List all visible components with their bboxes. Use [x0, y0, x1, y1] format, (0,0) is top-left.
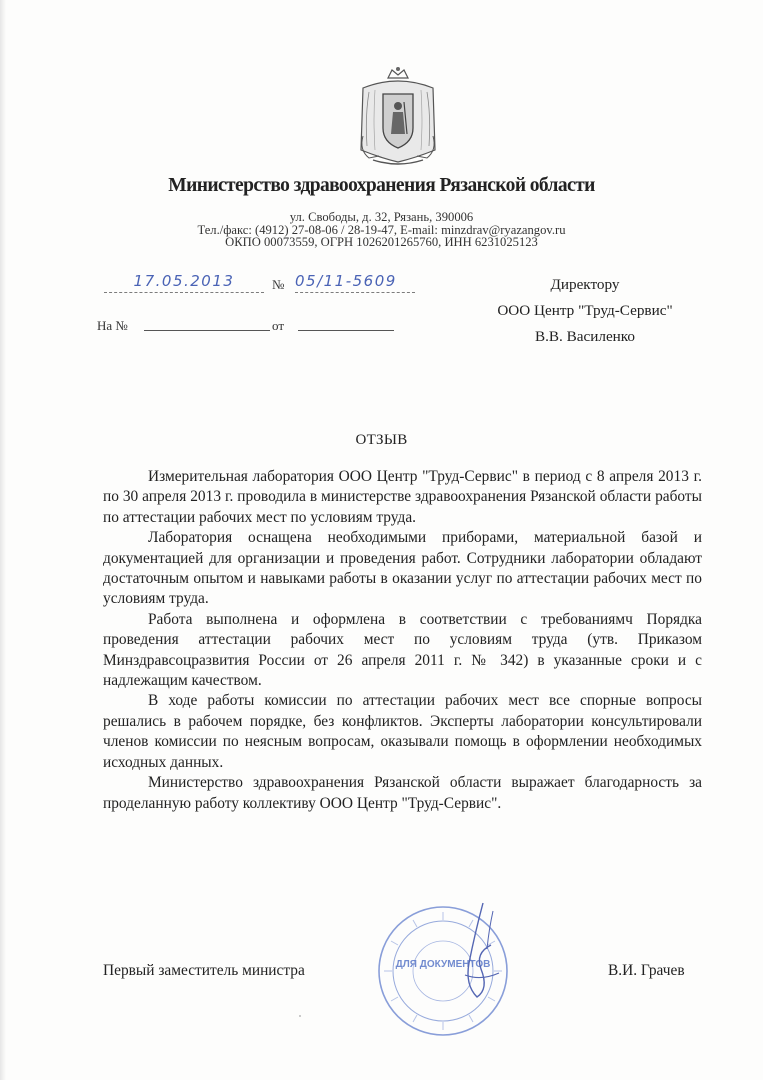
in-reply-blank-line	[144, 330, 270, 331]
addressee-position: Директору	[550, 276, 620, 293]
paragraph: Лаборатория оснащена необходимыми приборами, материальной базой и документацией для организации и проведения работ. Сотрудники лаборатории обладают достаточным опытом и навыками работы в оказании услуг по аттестации рабочих мест по условиям труда.	[103, 529, 702, 608]
signer-role: Первый заместитель министра	[103, 962, 305, 979]
address-line: ул. Свободы, д. 32, Рязань, 390006	[289, 210, 474, 224]
paragraph: Министерство здравоохранения Рязанской области выражает благодарность за проделанную работу коллективу ООО Центр "Труд-Сервис".	[103, 774, 702, 812]
in-reply-label: На №	[97, 318, 128, 333]
registration-date: 17.05.2013	[104, 272, 264, 293]
signer-name: В.И. Грачев	[608, 962, 685, 979]
stamp-center-text	[396, 959, 491, 970]
scan-speck	[299, 1015, 301, 1017]
registration-number: 05/11-5609	[295, 272, 415, 293]
paragraph: Измерительная лаборатория ООО Центр "Труд-Сервис" в период с 8 апреля 2013 г. по 30 апреля 2013 г. проводила в министерстве здравоохранения Рязанской области работы по аттестации рабочих мест по условиям труда.	[103, 468, 702, 526]
from-date-blank-line	[298, 330, 394, 331]
official-stamp-icon	[365, 893, 535, 1043]
document-title: ОТЗЫВ	[355, 432, 408, 448]
letter-body	[103, 467, 702, 814]
phone-email-line: Тел./факс: (4912) 27-08-06 / 28-19-47, E-mail: minzdrav@ryazangov.ru	[197, 222, 566, 237]
scan-edge-shadow	[0, 0, 6, 1080]
paragraph: Работа выполнена и оформлена в соответствии с требованиямч Порядка проведения аттестации рабочих мест по условиям труда (утв. Приказом Минздравсоцразвития России от 26 апреля 2011 г. № 342) в указанные сроки и с надлежащим качеством.	[103, 610, 702, 690]
registration-number-label: №	[272, 277, 285, 292]
letterhead-contacts	[0, 211, 763, 249]
addressee-block	[460, 272, 710, 350]
from-date-label: от	[272, 318, 285, 333]
paragraph: В ходе работы комиссии по аттестации рабочих мест все спорные вопросы решались в рабочем порядке, без конфликтов. Эксперты лаборатории консультировали членов комиссии по неясным вопросам, оказывали помощь в оформлении необходимых исходных данных.	[103, 692, 702, 771]
coat-of-arms-icon	[355, 66, 441, 168]
stamp-text: ДЛЯ ДОКУМЕНТОВ	[395, 959, 491, 970]
ministry-name: Министерство здравоохранения Рязанской области	[168, 175, 595, 196]
addressee-person: В.В. Василенко	[534, 328, 636, 345]
addressee-organization: ООО Центр "Труд-Сервис"	[497, 302, 673, 319]
codes-line: ОКПО 00073559, ОГРН 1026201265760, ИНН 6231025123	[225, 235, 538, 249]
